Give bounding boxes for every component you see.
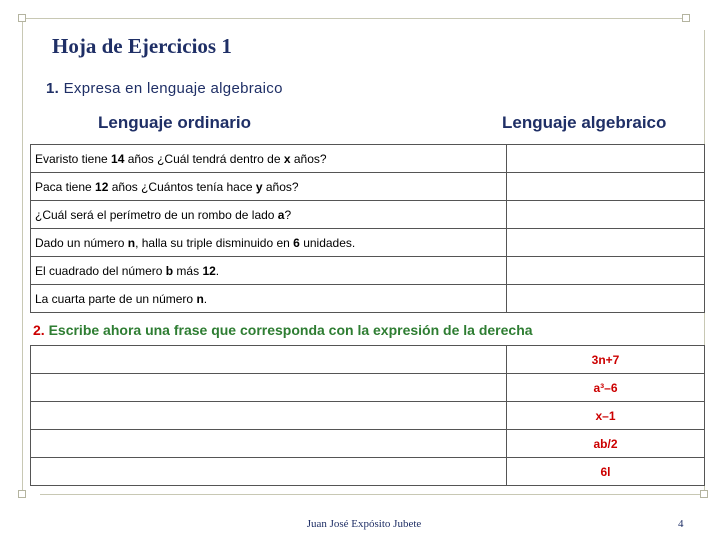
table-row <box>31 145 705 173</box>
algebraic-answer-cell[interactable] <box>507 229 705 257</box>
frame-bottom-line <box>40 494 704 495</box>
algebraic-answer-cell[interactable] <box>507 257 705 285</box>
ordinary-phrase-cell <box>31 173 507 201</box>
algebraic-answer-cell[interactable] <box>507 173 705 201</box>
algebraic-expression-cell: ab/2 <box>507 430 705 458</box>
section1-number: 1. <box>46 80 60 97</box>
phrase-answer-cell[interactable] <box>31 402 507 430</box>
phrase-text: . <box>203 291 208 306</box>
header-right: Lenguaje algebraico <box>502 113 667 132</box>
section1-text: Expresa en lenguaje algebraico <box>59 80 283 97</box>
phrase-text: años ¿Cuántos tenía hace <box>108 179 256 194</box>
algebraic-answer-cell[interactable] <box>507 201 705 229</box>
table-row <box>31 458 705 486</box>
section2-number: 2. <box>33 322 45 338</box>
frame-corner-tr <box>682 14 690 22</box>
frame-left-line <box>22 18 23 494</box>
page-number: 4 <box>678 518 684 530</box>
phrase-text: ¿Cuál será el perímetro de un rombo de lado <box>35 207 278 222</box>
table-row <box>31 173 705 201</box>
phrase-text: unidades. <box>299 235 356 250</box>
footer-author: Juan José Expósito Jubete <box>306 518 422 530</box>
ordinary-phrase-cell <box>31 201 507 229</box>
phrase-text: Evaristo tiene <box>35 151 112 166</box>
phrase-variable: 6 <box>293 235 300 250</box>
phrase-answer-cell[interactable] <box>31 374 507 402</box>
frame-corner-bl <box>18 490 26 498</box>
phrase-text: Paca tiene <box>35 179 96 194</box>
algebraic-expression-cell: a³–6 <box>507 374 705 402</box>
section1-heading <box>46 80 283 97</box>
ordinary-phrase-cell <box>31 285 507 313</box>
phrase-text: Dado un número <box>35 235 128 250</box>
phrase-text: años ¿Cuál tendrá dentro de <box>124 151 284 166</box>
section2-heading <box>33 322 533 338</box>
table-row <box>31 285 705 313</box>
header-left: Lenguaje ordinario <box>98 113 252 132</box>
phrase-variable: a <box>277 207 285 222</box>
algebraic-expression-cell: 6l <box>507 458 705 486</box>
phrase-variable: 12 <box>202 263 216 278</box>
algebraic-expression-cell: 3n+7 <box>507 346 705 374</box>
phrase-variable: n <box>127 235 136 250</box>
phrase-text: , halla su triple disminuido en <box>135 235 294 250</box>
phrase-text: La cuarta parte de un número <box>35 291 197 306</box>
table-algebraic-to-ordinary <box>30 345 705 486</box>
frame-corner-tl <box>18 14 26 22</box>
frame-corner-br <box>700 490 708 498</box>
phrase-variable: y <box>255 179 263 194</box>
table-row <box>31 229 705 257</box>
phrase-variable: 14 <box>111 151 125 166</box>
phrase-text: El cuadrado del número <box>35 263 166 278</box>
phrase-text: años? <box>290 151 327 166</box>
phrase-answer-cell[interactable] <box>31 346 507 374</box>
frame-top-line <box>22 18 686 19</box>
phrase-variable: n <box>196 291 204 306</box>
phrase-answer-cell[interactable] <box>31 458 507 486</box>
table-ordinary-to-algebraic <box>30 144 705 313</box>
table-row <box>31 402 705 430</box>
table-row <box>31 430 705 458</box>
algebraic-answer-cell[interactable] <box>507 285 705 313</box>
phrase-variable: x <box>283 151 291 166</box>
page-title: Hoja de Ejercicios 1 <box>52 34 232 58</box>
algebraic-expression-cell: x–1 <box>507 402 705 430</box>
table-row <box>31 374 705 402</box>
table-row <box>31 201 705 229</box>
phrase-text: años? <box>262 179 299 194</box>
phrase-variable: b <box>165 263 174 278</box>
section2-text: Escribe ahora una frase que corresponda con la expresión de la derecha <box>44 322 533 338</box>
ordinary-phrase-cell <box>31 145 507 173</box>
table-row <box>31 346 705 374</box>
phrase-text: . <box>215 263 220 278</box>
phrase-variable: 12 <box>95 179 109 194</box>
phrase-text: ? <box>284 207 292 222</box>
table-row <box>31 257 705 285</box>
ordinary-phrase-cell <box>31 257 507 285</box>
algebraic-answer-cell[interactable] <box>507 145 705 173</box>
phrase-answer-cell[interactable] <box>31 430 507 458</box>
ordinary-phrase-cell <box>31 229 507 257</box>
phrase-text: más <box>173 263 203 278</box>
